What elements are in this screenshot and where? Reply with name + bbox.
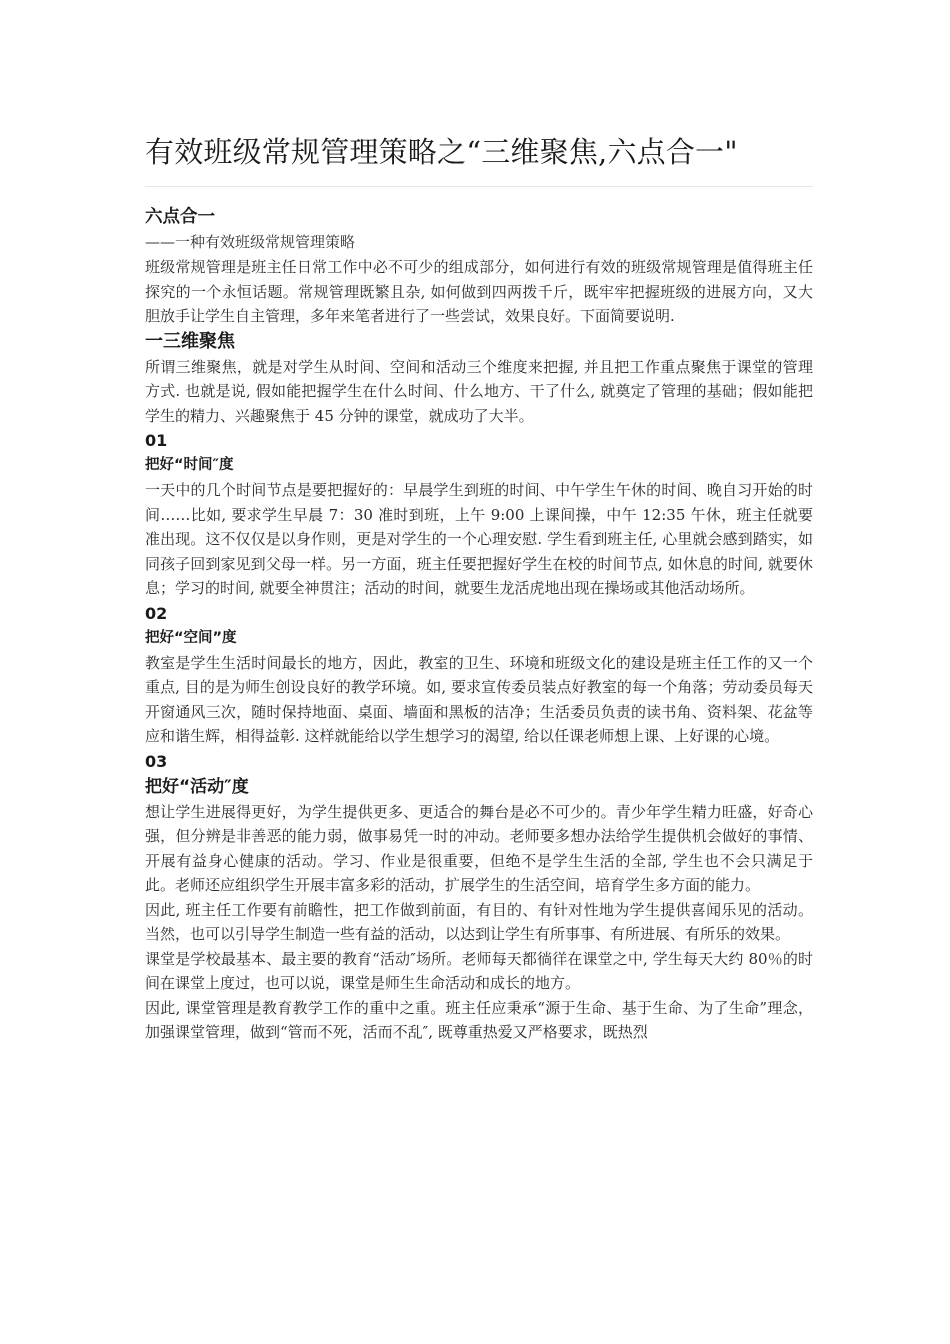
subtitle: ——一种有效班级常规管理策略: [145, 233, 356, 251]
title-divider: [145, 186, 813, 187]
document-title: 有效班级常规管理策略之“三维聚焦,六点合一": [145, 135, 738, 169]
item-heading: 把好“时间″度: [145, 457, 234, 473]
item-number: 02: [145, 603, 168, 623]
section-intro-paragraph: 所谓三维聚焦，就是对学生从时间、空间和活动三个维度来把握, 并且把工作重点聚焦于课堂的管理方式. 也就是说, 假如能把握学生在什么时间、什么地方、干了什么, 就奠定了管理的基础；假如能把学生的精力、兴趣聚焦于 45 分钟的课堂，就成功了大半。: [145, 357, 813, 425]
item-paragraph: 想让学生进展得更好，为学生提供更多、更适合的舞台是必不可少的。青少年学生精力旺盛，好奇心强，但分辨是非善恶的能力弱，做事易凭一时的冲动。老师要多想办法给学生提供机会做好的事情、开展有益身心健康的活动。学习、作业是很重要，但绝不是学生生活的全部, 学生也不会只满足于此。老师还应组织学生开展丰富多彩的活动，扩展学生的生活空间，培育学生多方面的能力。: [145, 802, 813, 894]
main-heading: 六点合一: [145, 207, 215, 227]
item-heading: 把好“空间”度: [145, 629, 237, 646]
item-paragraph: 教室是学生生活时间最长的地方，因此，教室的卫生、环境和班级文化的建设是班主任工作的又一个重点, 目的是为师生创设良好的教学环境。如, 要求宣传委员装点好教室的每一个角落；劳动委员每天开窗通风三次，随时保持地面、桌面、墙面和黑板的洁净；生活委员负责的读书角、资料架、花盆等应和谐生辉，相得益彰. 这样就能给以学生想学习的渴望, 给以任课老师想上课、上好课的心境。: [145, 653, 813, 745]
item-number: 03: [145, 751, 168, 771]
intro-paragraph: 班级常规管理是班主任日常工作中必不可少的组成部分，如何进行有效的班级常规管理是值得班主任探究的一个永恒话题。常规管理既繁且杂, 如何做到四两拨千斤，既牢牢把握班级的进展方向，又大胆放手让学生自主管理，多年来笔者进行了一些尝试，效果良好。下面简要说明.: [145, 258, 813, 325]
item-heading: 把好“活动″度: [145, 776, 249, 797]
document-content: [145, 132, 813, 1045]
item-number: 01: [145, 431, 168, 450]
item-paragraph: 一天中的几个时间节点是要把握好的：早晨学生到班的时间、中午学生午休的时间、晚自习开始的时间……比如, 要求学生早晨 7：30 准时到班，上午 9:00 上课间操，中午 12:35 午休，班主任就要准出现。这不仅仅是以身作则，更是对学生的一个心理安慰. 学生看到班主任, 心里就会感到踏实，如同孩子回到家见到父母一样。另一方面，班主任要把握好学生在校的时间节点, 如休息的时间, 就要休息；学习的时间, 就要全神贯注；活动的时间，就要生龙活虎地出现在操场或其他活动场所。: [145, 481, 813, 597]
item-paragraph: 因此, 班主任工作要有前瞻性，把工作做到前面，有目的、有针对性地为学生提供喜闻乐见的活动。当然，也可以引导学生制造一些有益的活动，以达到让学生有所事事、有所进展、有所乐的效果。: [145, 900, 813, 943]
item-paragraph: 课堂是学校最基本、最主要的教育“活动″场所。老师每天都徜徉在课堂之中, 学生每天大约 80％的时间在课堂上度过，也可以说，课堂是师生生命活动和成长的地方。: [145, 949, 813, 992]
item-paragraph: 因此, 课堂管理是教育教学工作的重中之重。班主任应秉承“源于生命、基于生命、为了生命”理念，加强课堂管理，做到“管而不死，活而不乱″, 既尊重热爱又严格要求，既热烈: [145, 998, 813, 1041]
section-heading: 一三维聚焦: [145, 330, 235, 352]
